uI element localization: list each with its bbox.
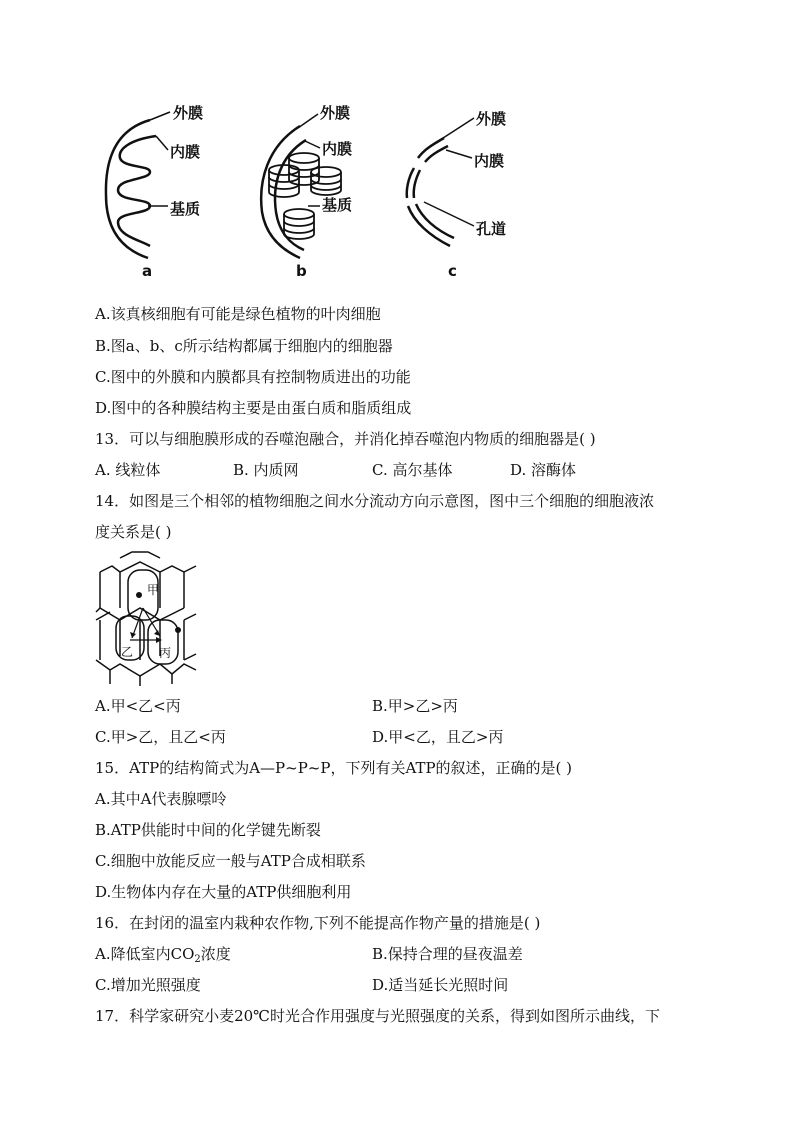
- label-b-matrix: 基质: [322, 196, 353, 214]
- q16-option-a-sub: 2: [194, 954, 201, 965]
- label-c-pore: 孔道: [476, 220, 507, 238]
- q15-option-d: D.生物体内存在大量的ATP供细胞利用: [95, 883, 352, 901]
- cell-jia-label: 甲: [147, 583, 160, 597]
- q13-stem: 13．可以与细胞膜形成的吞噬泡融合，并消化掉吞噬泡内物质的细胞器是( ): [95, 430, 596, 448]
- q12-option-d: D.图中的各种膜结构主要是由蛋白质和脂质组成: [95, 399, 412, 417]
- q15-option-a: A.其中A代表腺嘌呤: [95, 790, 227, 808]
- q16-option-a: [95, 944, 231, 970]
- figure-b-chloroplast: [261, 114, 341, 258]
- q16-option-c: C.增加光照强度: [95, 976, 201, 994]
- label-c-outer: 外膜: [476, 110, 507, 128]
- q14-option-c: C.甲>乙，且乙<丙: [95, 728, 226, 746]
- q13-option-c: C. 高尔基体: [372, 461, 453, 479]
- q16-option-b: B.保持合理的昼夜温差: [372, 945, 523, 963]
- q14-option-d: D.甲<乙，且乙>丙: [372, 728, 504, 746]
- q13-option-d: D. 溶酶体: [510, 461, 577, 479]
- q16-option-a-post: 浓度: [200, 945, 231, 963]
- q14-stem-line1: 14．如图是三个相邻的植物细胞之间水分流动方向示意图，图中三个细胞的细胞液浓: [95, 492, 655, 510]
- q15-stem: 15．ATP的结构简式为A—P~P~P，下列有关ATP的叙述，正确的是( ): [95, 759, 573, 777]
- q14-option-b: B.甲>乙>丙: [372, 697, 458, 715]
- figure-c-nuclear-envelope: [407, 118, 474, 246]
- caption-a: a: [142, 262, 153, 280]
- q12-option-a: A.该真核细胞有可能是绿色植物的叶肉细胞: [95, 305, 381, 323]
- label-b-inner: 内膜: [322, 140, 353, 158]
- caption-b: b: [296, 262, 307, 280]
- plant-cells-diagram: [0, 550, 794, 690]
- organelle-figure: [0, 0, 794, 290]
- q12-option-b: B.图a、b、c所示结构都属于细胞内的细胞器: [95, 337, 393, 355]
- label-b-outer: 外膜: [320, 104, 351, 122]
- q16-option-a-pre: A.降低室内CO: [95, 945, 195, 963]
- q14-option-a: A.甲<乙<丙: [95, 697, 181, 715]
- figure-a-mitochondrion: [106, 112, 170, 258]
- q15-option-c: C.细胞中放能反应一般与ATP合成相联系: [95, 852, 366, 870]
- q13-option-b: B. 内质网: [233, 461, 299, 479]
- q14-stem-line2: 度关系是( ): [95, 523, 172, 541]
- cell-yi-label: 乙: [121, 645, 134, 659]
- q15-option-b: B.ATP供能时中间的化学键先断裂: [95, 821, 321, 839]
- label-a-outer: 外膜: [173, 104, 204, 122]
- label-a-inner: 内膜: [170, 143, 201, 161]
- q16-stem: 16．在封闭的温室内栽种农作物,下列不能提高作物产量的措施是( ): [95, 914, 541, 932]
- caption-c: c: [448, 262, 457, 280]
- q13-option-a: A. 线粒体: [95, 461, 161, 479]
- label-a-matrix: 基质: [170, 200, 201, 218]
- q12-option-c: C.图中的外膜和内膜都具有控制物质进出的功能: [95, 368, 411, 386]
- cell-bing-label: 丙: [159, 646, 172, 660]
- q17-stem: 17．科学家研究小麦20℃时光合作用强度与光照强度的关系，得到如图所示曲线，下: [95, 1007, 660, 1025]
- label-c-inner: 内膜: [474, 152, 505, 170]
- q16-option-d: D.适当延长光照时间: [372, 976, 509, 994]
